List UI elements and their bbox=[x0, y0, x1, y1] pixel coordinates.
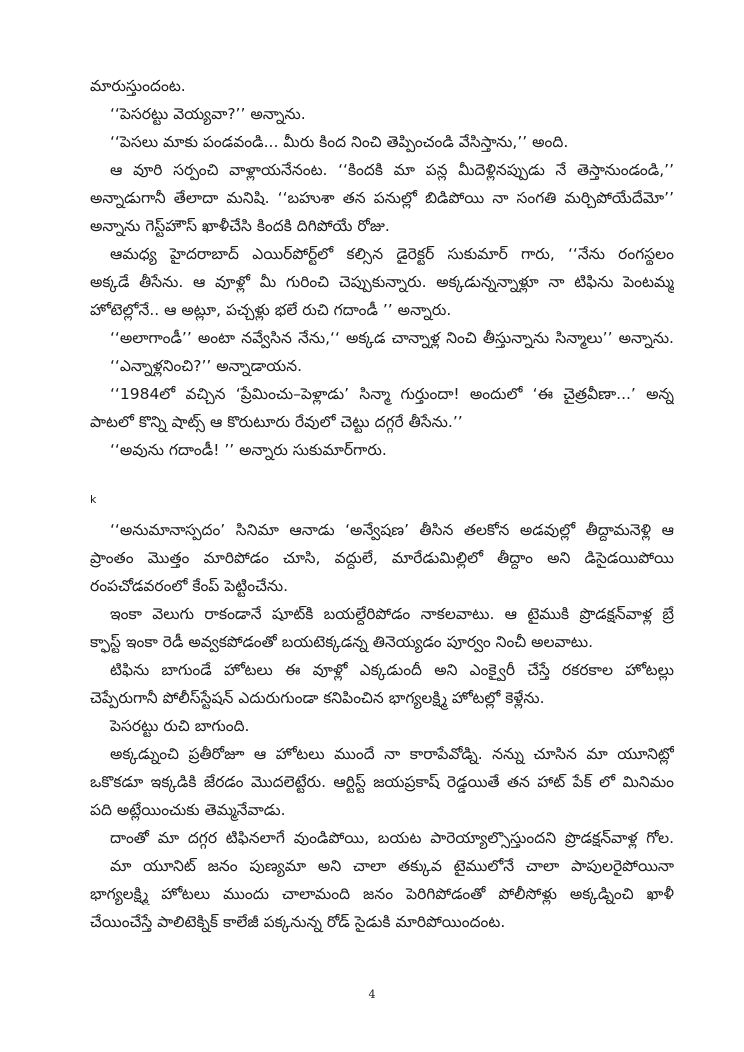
text-line: టిఫిను బాగుండే హోటలు ఈ వూళ్లో ఎక్కడుందీ అని ఎంక్వైరీ చేస్తే రకరకాల హోటల్లు bbox=[110, 661, 674, 679]
text-line: చేయించేస్తే పాలిటెక్నిక్ కాలేజీ పక్కనున్న రోడ్ సైడుకి మారిపోయిందంట. bbox=[90, 913, 506, 931]
text-line: హోటెల్లోనే.. ఆ అట్లూ, పచ్చళ్లు భలే రుచి గదాండీ ’’ అన్నారు. bbox=[90, 301, 452, 319]
text-line: ఆమధ్య హైదరాబాద్ ఎయిర్‌పోర్ట్‌లో కల్సిన డైరెక్టర్ సుకుమార్ గారు, ‘‘నేను రంగస్థలం bbox=[110, 245, 674, 263]
page-number: 4 bbox=[368, 988, 376, 1001]
text-line: చెప్పేరుగానీ పోలీస్‌స్టేషన్ ఎదురుగుండా కనిపించిన భాగ్యలక్ష్మి హోటల్లో కెళ్లేను. bbox=[90, 689, 545, 707]
text-line: అన్నాను గెస్ట్‌హౌస్ ఖాళీచేసి కిందకి దిగిపోయే రోజు. bbox=[90, 217, 390, 235]
text-line: ‘‘అలాగాండీ’’ అంటా నవ్వేసిన నేను,‘‘ అక్కడ చాన్నాళ్ల నించి తీస్తున్నాను సిన్మాలు’’ అన్నాను. bbox=[110, 329, 674, 347]
text-line: ‘‘పెసలు మాకు పండవండి... మీరు కింద నించి తెప్పించండి వేసిస్తాను,’’ అంది. bbox=[110, 133, 569, 151]
text-line: రంపచోడవరంలో కేంప్ పెట్టించేను. bbox=[90, 577, 289, 595]
text-line: ప్రాంతం మొత్తం మారిపోడం చూసి, వద్దులే, మారేడుమిల్లిలో తీద్దాం అని డిసైడయిపోయి bbox=[90, 549, 674, 567]
section-mark: k bbox=[90, 493, 97, 506]
text-line: భాగ్యలక్ష్మి హోటలు ముందు చాలామంది జనం పెరిగిపోడంతో పోలీసోళ్లు అక్కడ్నించి ఖాళీ bbox=[90, 885, 674, 903]
text-line: అక్కడ్నుంచి ప్రతీరోజూ ఆ హోటలు ముందే నా కారాపేవోడ్ని. నన్ను చూసిన మా యూనిట్లో bbox=[110, 745, 674, 763]
text-line: క్ఫాస్ట్ ఇంకా రెడీ అవ్వకపోడంతో బయటెక్కడన్న తినెయ్యడం పూర్వం నించీ అలవాటు. bbox=[90, 633, 594, 651]
text-line: ‘‘అనుమానాస్పదం’ సినిమా ఆనాడు ‘అన్వేషణ’ తీసిన తలకోన అడవుల్లో తీద్దామనెళ్లి ఆ bbox=[110, 521, 674, 539]
text-line: ఆ వూరి సర్పంచి వాళ్లాయనేనంట. ‘‘కిందకి మా పన్ల మీదెళ్లినప్పుడు నే తెస్తానుండండి,’’ bbox=[110, 161, 674, 179]
text-line: మారుస్తుందంట. bbox=[90, 77, 186, 95]
text-line: పది అట్లేయించుకు తెమ్మనేవాడు. bbox=[90, 801, 286, 819]
text-line: పెసరట్టు రుచి బాగుంది. bbox=[110, 717, 250, 735]
text-line: ‘‘అవును గదాండీ! ’’ అన్నారు సుకుమార్‌గారు. bbox=[110, 441, 387, 459]
text-line: అక్కడే తీసేను. ఆ వూళ్లో మీ గురించి చెప్పుకున్నారు. అక్కడున్నన్నాళ్లూ నా టిఫిను పెంటమ్మ bbox=[90, 273, 674, 291]
text-line: ‘‘1984లో వచ్చిన ‘ప్రేమించు–పెళ్లాడు’ సిన్మా గుర్తుందా! అందులో ‘ఈ చైత్రవీణా...’ అన్న bbox=[110, 385, 674, 403]
text-line: ఒకొకడూ ఇక్కడికి జేరడం మొదలెట్టేరు. ఆర్టిస్ట్ జయప్రకాష్ రెడ్డయితే తన హాట్ పేక్ లో మినిమం bbox=[90, 773, 674, 791]
text-line: ‘‘ఎన్నాళ్లనించి?’’ అన్నాడాయన. bbox=[110, 357, 302, 375]
text-line: ‘‘పెసరట్టు వెయ్యవా?’’ అన్నాను. bbox=[110, 105, 306, 123]
text-line: అన్నాడుగానీ తేలాదా మనిషి. ‘‘బహుశా తన పనుల్లో బిడిపోయి నా సంగతి మర్చిపోయేదేమో’’ bbox=[90, 189, 674, 207]
text-line: దాంతో మా దగ్గర టిఫినలాగే వుండిపోయి, బయట పారెయ్యాల్సొస్తుందని ప్రొడక్షన్‌వాళ్ల గోల. bbox=[110, 829, 674, 847]
text-line: మా యూనిట్ జనం పుణ్యమా అని చాలా తక్కువ టైములోనే చాలా పాపులరైపోయినా bbox=[110, 857, 674, 875]
text-line: ఇంకా వెలుగు రాకండానే షూట్‌కి బయల్దేరిపోడం నాకలవాటు. ఆ టైముకి ప్రొడక్షన్‌వాళ్ల బ్రే bbox=[110, 605, 674, 623]
text-line: పాటలో కొన్ని షాట్స్ ఆ కొరుటూరు రేవులో చెట్టు దగ్గరే తీసేను.’’ bbox=[90, 413, 463, 431]
